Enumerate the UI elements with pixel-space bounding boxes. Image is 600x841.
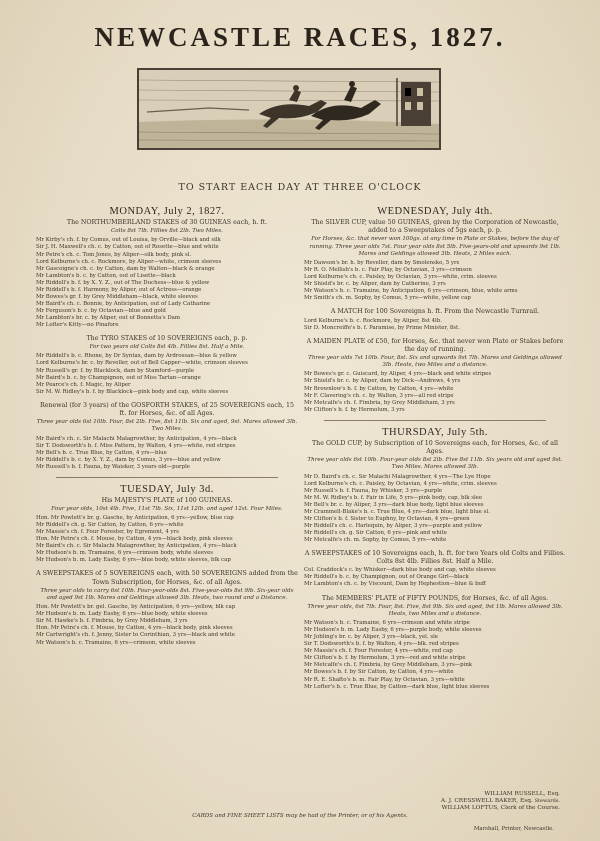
race-heading: A MATCH for 100 Sovereigns h. ft. From the Newcastle Turnrail. xyxy=(330,308,540,316)
entry-line: Mr Shield's br. c. by Aliper, dam by Catherine, 3 yrs xyxy=(304,281,446,288)
footer-notice: CARDS and FINE SHEET LISTS may be had of the Printer, or of his Agents. xyxy=(192,813,408,819)
entry-line: Mr Shield's br. c. by Aliper, dam by Dick—Andrews, 4 yrs xyxy=(304,378,461,385)
race-heading: The MEMBERS' PLATE of FIFTY POUNDS, for Horses, &c. of all Ages. xyxy=(321,594,549,602)
entry-line: Mr Hudson's b. m. Tramaine, 6 yrs—crimson body, white sleeves xyxy=(36,550,214,557)
entry-line: Sir T. Dodsworth's b. f. Miss Pattern, by Walton, 4 yrs—white, red stripes xyxy=(36,442,236,449)
entry-line: Mr Lambton's ch. c. by Viscount, Dam by Hephestion—blue & buff xyxy=(304,581,486,588)
entry-line: Mr Russell's gr. f. by Blacklock, dam by Stamford—purple xyxy=(36,367,195,374)
entry-line: Mr Clifton's b. f. by Hermolum, 3 yrs—red and white stripe xyxy=(304,655,466,662)
entry-line: Sir J. H. Maxwell's ch. c. by Catton, out of Rosette—blue and white xyxy=(36,244,219,251)
clerk-of-course: WILLIAM LOFTUS, Clerk of the Course. xyxy=(441,805,560,811)
race-conditions: For Horses, &c. that never won 100gs. at any time in Plate or Stakes, before the day of running. Three year olds 7st. Four year olds 8st 5lb. Five-years-old and upwards 9st 1lb. Mares and Geldings allowed 3lb. Heats, 2 Miles each. xyxy=(309,236,561,257)
entry-line: Mr Pearce's ch. f. Magic, by Aliper xyxy=(36,381,131,388)
section-divider xyxy=(56,477,278,478)
entry-line: Mr Baird's b. c. by Champignon, out of Miss Tartan—orange xyxy=(36,374,201,381)
entry-line: Mr Riddell's b. c. Rhone, by Dr Syntax, dam by Ardrossan—blue & yellow xyxy=(36,353,237,360)
race-heading: A SWEEPSTAKES of 10 Sovereigns each, h. ft. for two Years old Colts and Fillies. Colts 8st 4lb. Fillies 8st. Half a Mile. xyxy=(304,549,566,566)
entry-line: Lord Kelburne's b. c. Rockmore, by Aliper, 8st 4lb. xyxy=(304,317,442,324)
entry-line: Mr Riddell's b. c. by X. Y. Z., dam by Comus, 3 yrs—blue and yellow xyxy=(36,456,221,463)
right-column xyxy=(304,206,566,691)
entry-line: Mr Baird's ch. c. Bonnie, by Anticipation, out of Lady Catharine xyxy=(36,300,211,307)
entry-line: Hon. Mr Powlett's br. gel. Gasche, by Anticipation, 6 yrs—yellow, blk cap xyxy=(36,604,236,611)
entry-line: Mr Riddell's ch. c. Harlequin, by Aliper, 3 yrs—purple and yellow xyxy=(304,522,482,529)
entry-line: Lord Kelburne's ch. c. Paisley, by Octavian, 3 yrs—white, crim. sleeves xyxy=(304,274,497,281)
entry-line: Mr Gascoigne's ch. c. by Catton, dam by Walton—black & orange xyxy=(36,265,215,272)
race-heading: A SWEEPSTAKES of 5 SOVEREIGNS each, with 50 SOVEREIGNS added from the Town Subscription, for Horses, &c. of all Ages. xyxy=(36,570,298,586)
entry-line: Sir M. W. Ridley's b. f. by Blacklock—pink body and cap, white sleeves xyxy=(36,388,229,395)
entry-line: Mr Clifton's b. f. by Hermolum, 3 yrs xyxy=(304,406,405,413)
entry-line: Mr Riddell's ch. g. Sir Catton, 6 yrs—pink and white xyxy=(304,529,447,536)
entry-line: Mr Riddell's b. f. Harmony, by Aliper, out of Actress—orange xyxy=(36,286,202,293)
race-conditions: Three year olds 7st 10lb. Four, 8st. Six and upwards 9st 7lb. Mares and Geldings allowed 3lb. Heats, two Miles and a distance. xyxy=(308,355,562,369)
entry-line: Mr Bowes's b. f. by Sir Catton, by Catton, 4 yrs—white xyxy=(304,669,454,676)
entry-line: Mr Baird's ch. c. Sir Malachi Malagrowther, by Anticipation, 4 yrs—black xyxy=(36,543,237,550)
printer-imprint: Marshall, Printer, Newcastle. xyxy=(473,826,554,832)
entry-line: Mr Hudson's b. m. Lady Easby, 6 yrs—purple body, white sleeves xyxy=(304,627,482,634)
race-conditions: Three year olds 6st 10lb. Four-year olds 8st 2lb. Five 8st 11lb. Six years old and aged 9st. Two Miles. Mares allowed 3lb. xyxy=(307,457,563,471)
entry-line: Mr Dawson's br. h. by Reveller, dam by Smolensko, 5 yrs xyxy=(304,260,460,267)
entry-line: Mr Metcalfe's ch. m. Sophy, by Comus, 5 yrs—white xyxy=(304,536,447,543)
entry-line: Mr Riddell's b. f. by X. Y. Z., out of The Duchess—blue & yellow xyxy=(36,279,210,286)
day-heading-monday: MONDAY, July 2, 1827. xyxy=(109,206,225,217)
entry-line: Mr Ferguson's b. c. by Octavian—blue and gold xyxy=(36,307,166,314)
race-heading: His MAJESTY'S PLATE of 100 GUINEAS. xyxy=(101,496,233,504)
entry-line: Mr Massie's ch. f. Four Forester, by Egremont, 4 yrs xyxy=(36,529,179,536)
entry-line: Mr M. W. Ridley's b. f. Fair in Life, 5 yrs—pink body, cap, blk slee xyxy=(304,494,483,501)
entry-line: Mr Watson's b. c. Tramaine, by Anticipation, 6 yrs—crimson, blue, white arms xyxy=(304,288,518,295)
entry-line: Mr Lambton's b. c. by Catton, out of Lisette—black xyxy=(36,272,176,279)
entry-line: Mr Hudson's b. m. Lady Easby, 6 yrs—blue body, white sleeves, blk cap xyxy=(36,557,231,564)
stewards-label: Stewards. xyxy=(534,798,560,804)
race-heading: The GOLD CUP, by Subscription of 10 Sovereigns each, for Horses, &c. of all Ages. xyxy=(311,439,558,455)
entry-line: Mr Bowes's gr. f. by Grey Middleham—black, white sleeves xyxy=(36,293,198,300)
day-heading-thursday: THURSDAY, July 5th. xyxy=(382,426,488,438)
entry-line: Mr Metcalfe's ch. f. Fimbria, by Grey Middleham, 3 yrs—pink xyxy=(304,662,473,669)
entry-line: Mr Bell's b. c. True Blue, by Catton, 4 yrs—blue xyxy=(36,449,167,456)
day-heading-wednesday: WEDNESDAY, July 4th. xyxy=(377,206,493,217)
entry-line: Mr Kirby's ch. f. by Comus, out of Louisa, by Orville—black and silk xyxy=(36,237,221,244)
entry-line: Mr Brownlow's b. f. by Catton, by Catton, 4 yrs—white xyxy=(304,385,454,392)
entry-line: Mr Crammell-Blake's b. c. True Blue, 4 yrs—dark blue, light blue sl. xyxy=(304,508,490,515)
steward-name: WILLIAM RUSSELL, Esq. xyxy=(484,791,560,797)
entry-line: Mr R. E. Shafto's b. m. Fair Play, by Octavian, 3 yrs—white xyxy=(304,676,465,683)
race-heading: A MAIDEN PLATE of £50, for Horses, &c. that never won Plate or Stakes before the day of running. xyxy=(306,337,564,353)
entry-line: Mr F. Clavering's ch. c. by Walton, 3 yrs—all red stripe xyxy=(304,392,454,399)
entry-line: Mr Jobling's br. c. by Aliper, 3 yrs—black, yel. sle xyxy=(304,634,439,641)
stewards-block xyxy=(330,791,560,812)
race-heading: The TYRO STAKES of 10 SOVEREIGNS each, p. p. xyxy=(86,335,248,343)
entry-line: Sir M. Hawke's b. f. Fimbria, by Grey Middleham, 3 yrs xyxy=(36,618,188,625)
page-title: NEWCASTLE RACES, 1827. xyxy=(94,22,506,52)
entry-line: Mr Massie's ch. f. Four Forester, 4 yrs—white, red cap xyxy=(304,648,453,655)
left-column xyxy=(36,206,298,647)
day-heading-tuesday: TUESDAY, July 3d. xyxy=(120,483,214,495)
race-heading: Renewal (for 3 years) of the GOSFORTH STAKES, of 25 SOVEREIGNS each, 15 ft. for Horses, &c. of all Ages. xyxy=(39,401,295,417)
entry-line: Mr Hudson's b. m. Lady Easby, 6 yrs—blue body, white sleeves xyxy=(36,611,208,618)
entry-line: Col. Craddock's c. by Whisker—dark blue body and cap, white sleeves xyxy=(304,567,496,574)
entry-line: Mr Riddell's b. c. by Champignon, out of Orange Girl—black xyxy=(304,574,469,581)
entry-line: Mr Russell's b. f. Fauna, by Whisker, 3 yrs—purple xyxy=(304,487,443,494)
entry-line: Sir T. Dodsworth's b. f. by Walton, 4 yrs—blk. red stripes xyxy=(304,641,459,648)
race-conditions: Three year olds to carry 6st 10lb. Four-year-olds 8st. Five-year-olds 8st 9lb. Six-year olds and aged 9st 1lb. Mares and Geldings allowed 3lb. Heats, two round and a Distance. xyxy=(40,587,294,602)
race-conditions: Colts 8st 7lb. Fillies 8st 2lb. Two Miles. xyxy=(111,228,223,235)
entry-line: Mr Cartwright's ch. f. Jenny, Sister to Corinthian, 3 yrs—black and white xyxy=(36,632,235,639)
steward-name: A. J. CRESSWELL BAKER, Esq. xyxy=(440,798,533,804)
entry-line: Mr Baird's ch. c. Sir Malachi Malagrowther, by Anticipation, 4 yrs—black xyxy=(36,435,237,442)
entry-line: Mr Russell's b. f. Fauna, by Waiskor, 3 years old—purple xyxy=(36,463,190,470)
entry-line: Mr Metcalfe's ch. f. Fimbria, by Grey Middleham, 3 yrs xyxy=(304,399,455,406)
race-heading: The SILVER CUP, value 50 GUINEAS, given by the Corporation of Newcastle, added to a Sweepstakes of 5gs each, p. p. xyxy=(311,219,559,235)
entry-line: Mr Bell's br. c. by Aliper, 3 yrs—dark blue body, light blue sleeves xyxy=(304,501,484,508)
entry-line: Mr Lambton's br. c. by Aliper, out of Bonnetta's Dam xyxy=(36,314,180,321)
section-divider xyxy=(324,420,546,421)
entry-line: Mr Lofter's b. c. True Blue, by Catton—dark blue, light blue sleeves xyxy=(304,683,490,690)
race-conditions: Four year olds, 10st 4lb. Five, 11st 7lb. Six, 11st 12lb. and aged 12st. Four Miles. xyxy=(51,505,283,512)
entry-line: Hon. Mr Powlett's br. g. Gasche, by Anticipation, 6 yrs—yellow, blue cap xyxy=(36,515,234,522)
race-conditions: For two years old Colts 8st 4lb. Fillies 8st. Half a Mile. xyxy=(89,344,245,351)
entry-line: Lord Kelburne's ch. c. Paisley, by Octavian, 4 yrs—white, crim. sleeves xyxy=(304,480,497,487)
entry-line: Sir D. Moncreiffe's b. f. Paramise, by Prime Minister, 8st. xyxy=(304,324,460,331)
race-heading: The NORTHUMBERLAND STAKES of 30 GUINEAS each, h. ft. xyxy=(66,219,268,226)
entry-line: Mr Petre's ch. c. Tom Jones, by Aliper—silk body, pink sl. xyxy=(36,251,192,258)
entry-line: Lord Kelburne's ch. c. Rockmore, by Aliper—white, crimson sleeves xyxy=(36,258,222,265)
entry-line: Mr Watson's b. c. Tramaine, 6 yrs—crimson and white stripe xyxy=(304,620,470,627)
entry-line: Mr D. Baird's ch. c. Sir Malachi Malagrowther, 4 yrs—The Lye Hope xyxy=(304,473,491,480)
entry-line: Mr R. O. Mellish's b. c. Fair Play, by Octavian, 3 yrs—crimson xyxy=(304,267,472,274)
entry-line: Mr Bowes's gr. c. Guiscard, by Aliper, 4 yrs—black and white stripes xyxy=(304,371,492,378)
entry-line: Lord Kelburne's br. c. by Reveller, out of Bell Capper—white, crimson sleeves xyxy=(36,360,248,367)
race-conditions: Three year olds, 6st 7lb. Four, 8st. Five, 8st 9lb. Six and aged, 9st 1lb. Mares allowed 3lb. Heats, two Miles and a distance. xyxy=(307,603,563,617)
entry-line: Hon. Mr Petre's ch. f. Mouse, by Catton, 4 yrs—black body, pink sleeves xyxy=(36,625,233,632)
race-conditions: Three year olds 6st 10lb. Four, 8st 2lb. Five, 8st 11lb. Six and aged, 9st. Mares allowed 3lb. Two Miles. xyxy=(36,419,298,433)
entry-line: Mr Clifton's b. f. Sister to Euphny, by Octavian, 4 yrs—green xyxy=(304,515,470,522)
start-time-notice: TO START EACH DAY AT THREE O'CLOCK xyxy=(178,182,422,193)
horse-race-woodcut-image xyxy=(137,68,441,150)
entry-line: Mr Riddell's ch. g. Sir Catton, by Catton, 6 yrs—white xyxy=(36,522,184,529)
entry-line: Hon. Mr Petre's ch. f. Mouse, by Catton, 4 yrs—black body, pink sleeves xyxy=(36,536,233,543)
entry-line: Mr Smith's ch. m. Sophy, by Comus, 5 yrs—white, yellow cap xyxy=(304,295,471,302)
entry-line: Mr Lofter's Kitty—no Pinafore xyxy=(36,321,119,328)
entry-line: Mr Watson's b. c. Tramaine, 6 yrs—crimson, white sleeves xyxy=(36,639,196,646)
